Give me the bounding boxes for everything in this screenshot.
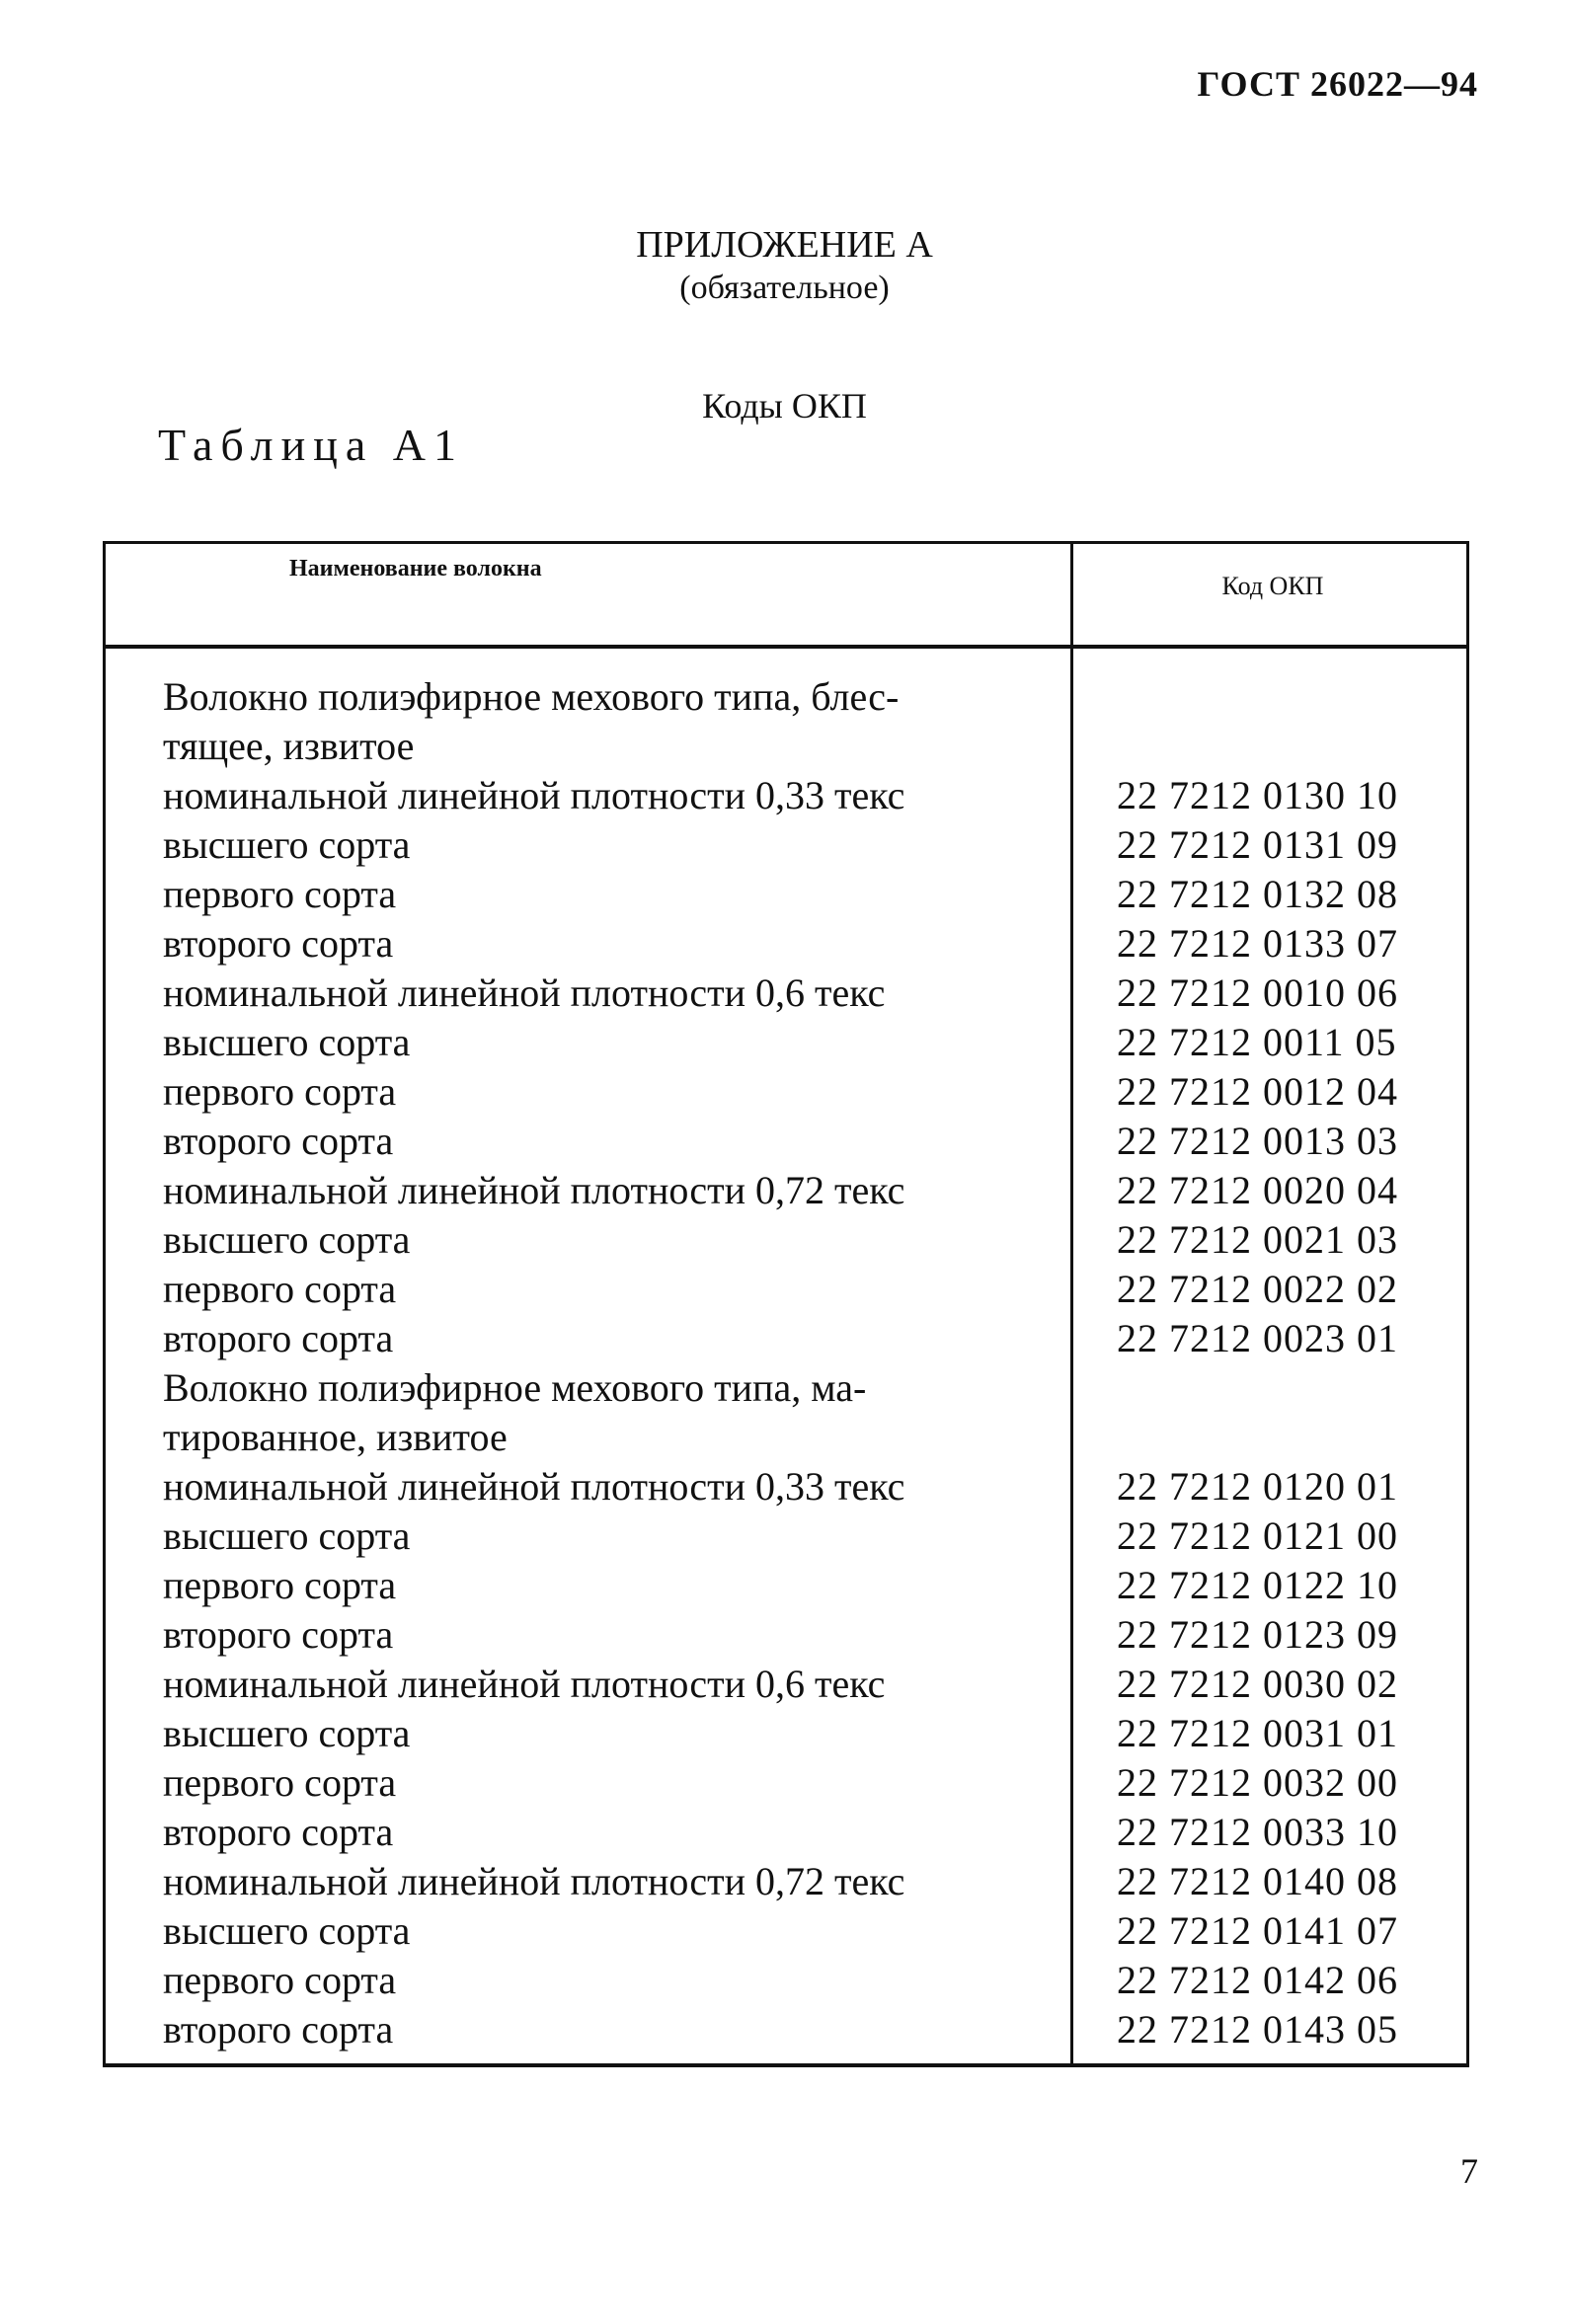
fiber-name: высшего сорта: [163, 1020, 411, 1064]
table-row: [106, 1462, 1466, 1511]
fiber-name: второго сорта: [163, 1612, 394, 1657]
okp-code: 22 7212 0143 05: [1117, 2007, 1398, 2052]
table-row: [106, 968, 1466, 1018]
fiber-name: номинальной линейной плотности 0,72 текс: [163, 1168, 905, 1212]
fiber-name: второго сорта: [163, 1119, 394, 1163]
table-row: [106, 1561, 1466, 1610]
okp-code: 22 7212 0141 07: [1117, 1908, 1398, 1953]
okp-code: 22 7212 0032 00: [1117, 1760, 1398, 1805]
fiber-name: первого сорта: [163, 1267, 397, 1311]
column-header-name: Наименование волокна: [289, 556, 542, 581]
table-row: [106, 1067, 1466, 1117]
fiber-name: Волокно полиэфирное мехового типа, блес-: [163, 674, 900, 719]
okp-code: 22 7212 0013 03: [1117, 1119, 1398, 1163]
table-row: [106, 1314, 1466, 1363]
table-row: [106, 1906, 1466, 1956]
fiber-name: номинальной линейной плотности 0,6 текс: [163, 970, 886, 1015]
okp-code: 22 7212 0010 06: [1117, 970, 1398, 1015]
okp-code: 22 7212 0121 00: [1117, 1513, 1398, 1558]
okp-code: 22 7212 0133 07: [1117, 921, 1398, 966]
okp-code: 22 7212 0142 06: [1117, 1958, 1398, 2002]
okp-code: 22 7212 0022 02: [1117, 1267, 1398, 1311]
page-number: 7: [1460, 2151, 1478, 2191]
table-row: [106, 1857, 1466, 1906]
table-row: [106, 1511, 1466, 1561]
okp-codes-table: [103, 541, 1469, 2067]
table-row: [106, 1413, 1466, 1462]
okp-code: 22 7212 0030 02: [1117, 1662, 1398, 1706]
table-row: [106, 771, 1466, 820]
fiber-name: второго сорта: [163, 921, 394, 966]
header-divider: [106, 645, 1466, 649]
okp-code: 22 7212 0033 10: [1117, 1810, 1398, 1854]
fiber-name: первого сорта: [163, 1760, 397, 1805]
fiber-name: второго сорта: [163, 2007, 394, 2052]
fiber-name: первого сорта: [163, 1563, 397, 1607]
table-row: [106, 1215, 1466, 1265]
table-row: [106, 870, 1466, 919]
document-code: ГОСТ 26022—94: [1197, 64, 1478, 104]
okp-code: 22 7212 0012 04: [1117, 1069, 1398, 1114]
okp-code: 22 7212 0130 10: [1117, 773, 1398, 817]
fiber-name: высшего сорта: [163, 1711, 411, 1755]
table-row: [106, 1265, 1466, 1314]
okp-code: 22 7212 0123 09: [1117, 1612, 1398, 1657]
table-row: [106, 1660, 1466, 1709]
okp-code: 22 7212 0021 03: [1117, 1217, 1398, 1262]
okp-code: 22 7212 0031 01: [1117, 1711, 1398, 1755]
table-body: [106, 672, 1466, 2054]
fiber-name: высшего сорта: [163, 822, 411, 867]
fiber-name: номинальной линейной плотности 0,33 текс: [163, 773, 905, 817]
okp-code: 22 7212 0140 08: [1117, 1859, 1398, 1903]
table-row: [106, 1166, 1466, 1215]
fiber-name: номинальной линейной плотности 0,33 текс: [163, 1464, 905, 1509]
okp-code: 22 7212 0132 08: [1117, 872, 1398, 916]
table-row: [106, 672, 1466, 722]
table-row: [106, 1117, 1466, 1166]
table-row: [106, 919, 1466, 968]
okp-code: 22 7212 0020 04: [1117, 1168, 1398, 1212]
fiber-name: первого сорта: [163, 1958, 397, 2002]
okp-code: 22 7212 0120 01: [1117, 1464, 1398, 1509]
table-row: [106, 1956, 1466, 2005]
fiber-name: тящее, извитое: [163, 724, 415, 768]
fiber-name: номинальной линейной плотности 0,72 текс: [163, 1859, 905, 1903]
fiber-name: высшего сорта: [163, 1513, 411, 1558]
fiber-name: первого сорта: [163, 872, 397, 916]
table-row: [106, 1018, 1466, 1067]
fiber-name: номинальной линейной плотности 0,6 текс: [163, 1662, 886, 1706]
table-row: [106, 722, 1466, 771]
table-row: [106, 1758, 1466, 1808]
okp-code: 22 7212 0023 01: [1117, 1316, 1398, 1360]
okp-code: 22 7212 0011 05: [1117, 1020, 1397, 1064]
fiber-name: тированное, извитое: [163, 1415, 508, 1459]
fiber-name: второго сорта: [163, 1316, 394, 1360]
table-caption: Коды ОКП: [702, 386, 867, 426]
table-label: Таблица А1: [158, 420, 464, 470]
fiber-name: высшего сорта: [163, 1217, 411, 1262]
column-header-code: Код ОКП: [1221, 572, 1324, 600]
table-row: [106, 1363, 1466, 1413]
table-row: [106, 2005, 1466, 2054]
fiber-name: первого сорта: [163, 1069, 397, 1114]
fiber-name: высшего сорта: [163, 1908, 411, 1953]
okp-code: 22 7212 0131 09: [1117, 822, 1398, 867]
appendix-note: (обязательное): [679, 270, 890, 306]
fiber-name: второго сорта: [163, 1810, 394, 1854]
appendix-title: ПРИЛОЖЕНИЕ А: [636, 224, 933, 266]
table-row: [106, 1610, 1466, 1660]
okp-code: 22 7212 0122 10: [1117, 1563, 1398, 1607]
table-row: [106, 1808, 1466, 1857]
fiber-name: Волокно полиэфирное мехового типа, ма-: [163, 1365, 867, 1410]
table-row: [106, 820, 1466, 870]
table-row: [106, 1709, 1466, 1758]
